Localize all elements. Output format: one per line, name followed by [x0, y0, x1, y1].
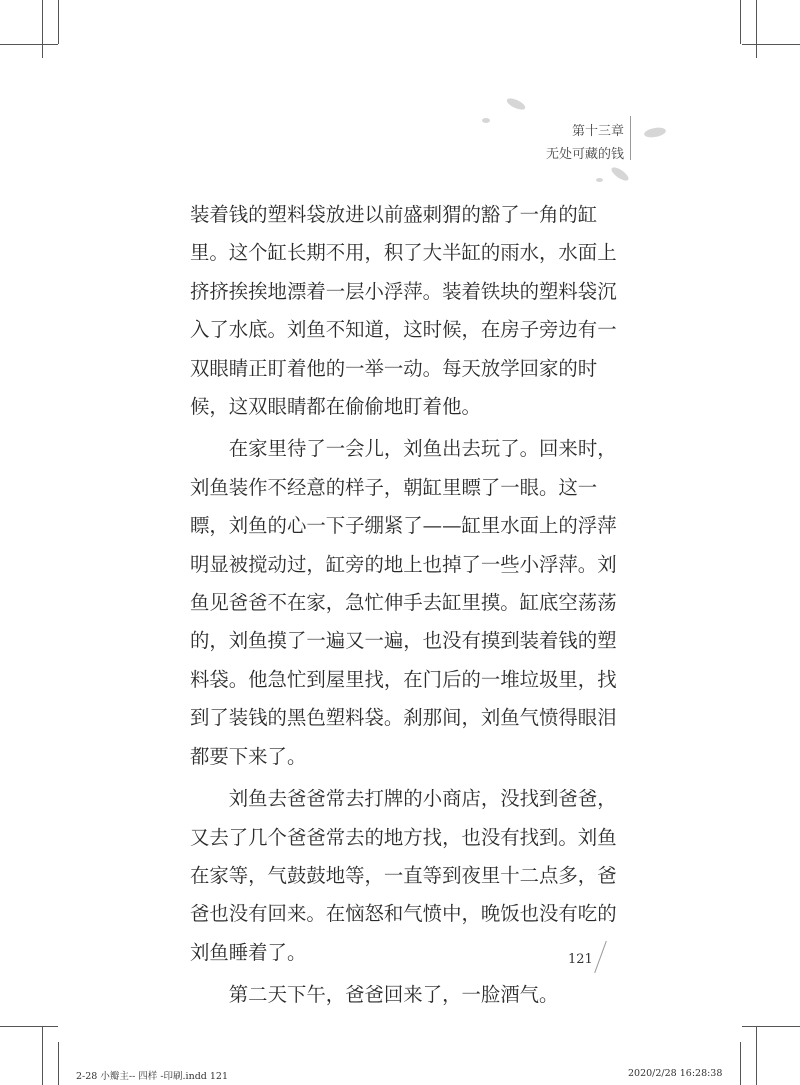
paragraph: 在家里待了一会儿，刘鱼出去玩了。回来时，刘鱼装作不经意的样子，朝缸里瞟了一眼。这一瞟，刘鱼的心一下子绷紧了——缸里水面上的浮萍明显被搅动过，缸旁的地上也掉了一些小浮萍。刘鱼见爸爸不在家，急忙伸手去缸里摸。缸底空荡荡的，刘鱼摸了一遍又一遍，也没有摸到装着钱的塑料袋。他急忙到屋里找，在门后的一堆垃圾里，找到了装钱的黑色塑料袋。刹那间，刘鱼气愤得眼泪都要下来了。: [190, 437, 617, 768]
crop-mark-bottom-right-h: [742, 1026, 800, 1027]
print-file-label: 2-28 小瓣主-- 四样 -印刷.indd 121: [76, 1071, 229, 1082]
crop-mark-bottom-left-h: [0, 1026, 58, 1027]
leaf-decoration: [643, 126, 666, 139]
header-divider: [630, 116, 631, 160]
print-timestamp: 2020/2/28 16:28:38: [628, 1068, 723, 1079]
leaf-decoration: [610, 165, 631, 183]
leaf-decoration: [596, 178, 603, 182]
crop-mark-top-right-v2: [756, 0, 757, 58]
leaf-decoration: [505, 96, 527, 112]
chapter-label: 第十三章: [571, 124, 624, 139]
crop-mark-bottom-right-v2: [756, 1026, 757, 1085]
body-text: [190, 196, 630, 1015]
crop-mark-top-right-v: [740, 0, 741, 44]
crop-mark-bottom-left-v: [42, 1026, 43, 1085]
crop-mark-top-left-v2: [58, 0, 59, 44]
paragraph: 第二天下午，爸爸回来了，一脸酒气。: [228, 983, 559, 1007]
crop-mark-top-left-v: [42, 0, 43, 58]
chapter-title: 无处可藏的钱: [545, 147, 624, 162]
crop-mark-top-right-h: [742, 44, 800, 45]
crop-mark-bottom-right-v: [740, 1042, 741, 1085]
crop-mark-top-left-h: [0, 44, 58, 45]
crop-mark-bottom-left-v2: [58, 1042, 59, 1085]
page-number: 121: [568, 952, 593, 967]
paragraph: 刘鱼去爸爸常去打牌的小商店，没找到爸爸，又去了几个爸爸常去的地方找，也没有找到。刘鱼在家等，气鼓鼓地等，一直等到夜里十二点多，爸爸也没有回来。在恼怒和气愤中，晚饭也没有吃的刘鱼睡着了。: [190, 787, 617, 964]
leaf-decoration: [482, 118, 490, 123]
running-header: [546, 120, 624, 166]
paragraph: 装着钱的塑料袋放进以前盛刺猬的豁了一角的缸里。这个缸长期不用，积了大半缸的雨水，水面上挤挤挨挨地漂着一层小浮萍。装着铁块的塑料袋沉入了水底。刘鱼不知道，这时候，在房子旁边有一双眼睛正盯着他的一举一动。每天放学回家的时候，这双眼睛都在偷偷地盯着他。: [190, 203, 617, 419]
